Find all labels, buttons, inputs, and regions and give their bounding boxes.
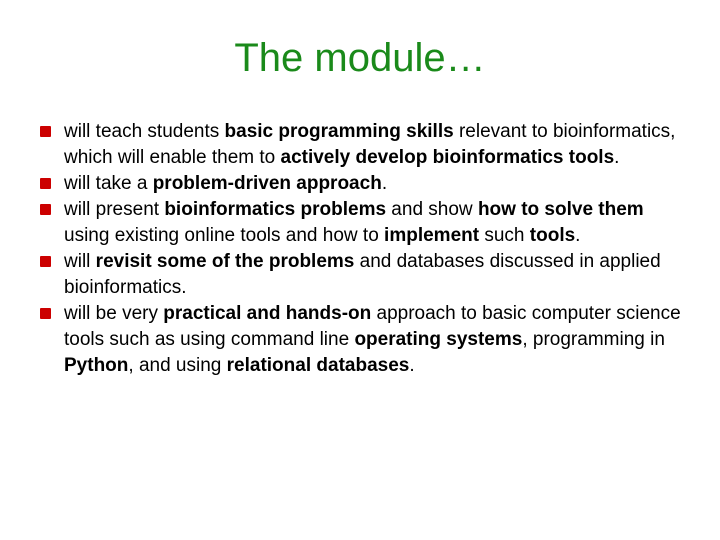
bullet-emphasis-text: Python bbox=[64, 355, 129, 376]
bullet-text: such bbox=[479, 225, 530, 246]
bullet-item bbox=[40, 171, 690, 197]
bullet-text: . bbox=[409, 355, 415, 376]
bullet-text: and databases discussed in applied bioinformatics. bbox=[64, 251, 661, 298]
bullet-list bbox=[40, 119, 690, 379]
bullet-emphasis-text: relational databases bbox=[226, 355, 410, 376]
bullet-text: will take a bbox=[64, 173, 153, 194]
slide-title: The module… bbox=[234, 36, 486, 80]
bullet-item bbox=[40, 301, 690, 379]
bullet-text: , and using bbox=[128, 355, 227, 376]
bullet-text: approach to basic computer science tools such as using command line bbox=[64, 303, 681, 350]
bullet-text: will teach students bbox=[64, 121, 225, 142]
bullet-emphasis-text: revisit some of the problems bbox=[95, 251, 355, 272]
bullet-text: . bbox=[575, 225, 581, 246]
bullet-text: . bbox=[614, 147, 620, 168]
bullet-marker-icon bbox=[40, 126, 51, 137]
bullet-emphasis-text: implement bbox=[384, 225, 480, 246]
bullet-emphasis-text: actively develop bioinformatics tools bbox=[280, 147, 615, 168]
bullet-text: will present bbox=[64, 199, 165, 220]
bullet-text: relevant to bioinformatics, which will enable them to bbox=[64, 121, 676, 168]
bullet-marker-icon bbox=[40, 308, 51, 319]
bullet-text: using existing online tools and how to bbox=[64, 225, 385, 246]
bullet-marker-icon bbox=[40, 204, 51, 215]
bullet-emphasis-text: basic programming skills bbox=[224, 121, 454, 142]
bullet-item bbox=[40, 119, 690, 171]
bullet-text: will be very bbox=[64, 303, 164, 324]
bullet-text: will bbox=[64, 251, 96, 272]
bullet-emphasis-text: practical and hands-on bbox=[163, 303, 372, 324]
bullet-item bbox=[40, 249, 690, 301]
bullet-emphasis-text: bioinformatics problems bbox=[164, 199, 387, 220]
bullet-emphasis-text: operating systems bbox=[354, 329, 523, 350]
bullet-text: . bbox=[381, 173, 388, 194]
bullet-text: and show bbox=[386, 199, 478, 220]
bullet-item bbox=[40, 197, 690, 249]
bullet-marker-icon bbox=[40, 256, 51, 267]
bullet-emphasis-text: problem-driven approach bbox=[152, 173, 382, 194]
bullet-emphasis-text: tools bbox=[529, 225, 576, 246]
bullet-text: , programming in bbox=[522, 329, 665, 350]
bullet-emphasis-text: how to solve them bbox=[477, 199, 644, 220]
bullet-marker-icon bbox=[40, 178, 51, 189]
